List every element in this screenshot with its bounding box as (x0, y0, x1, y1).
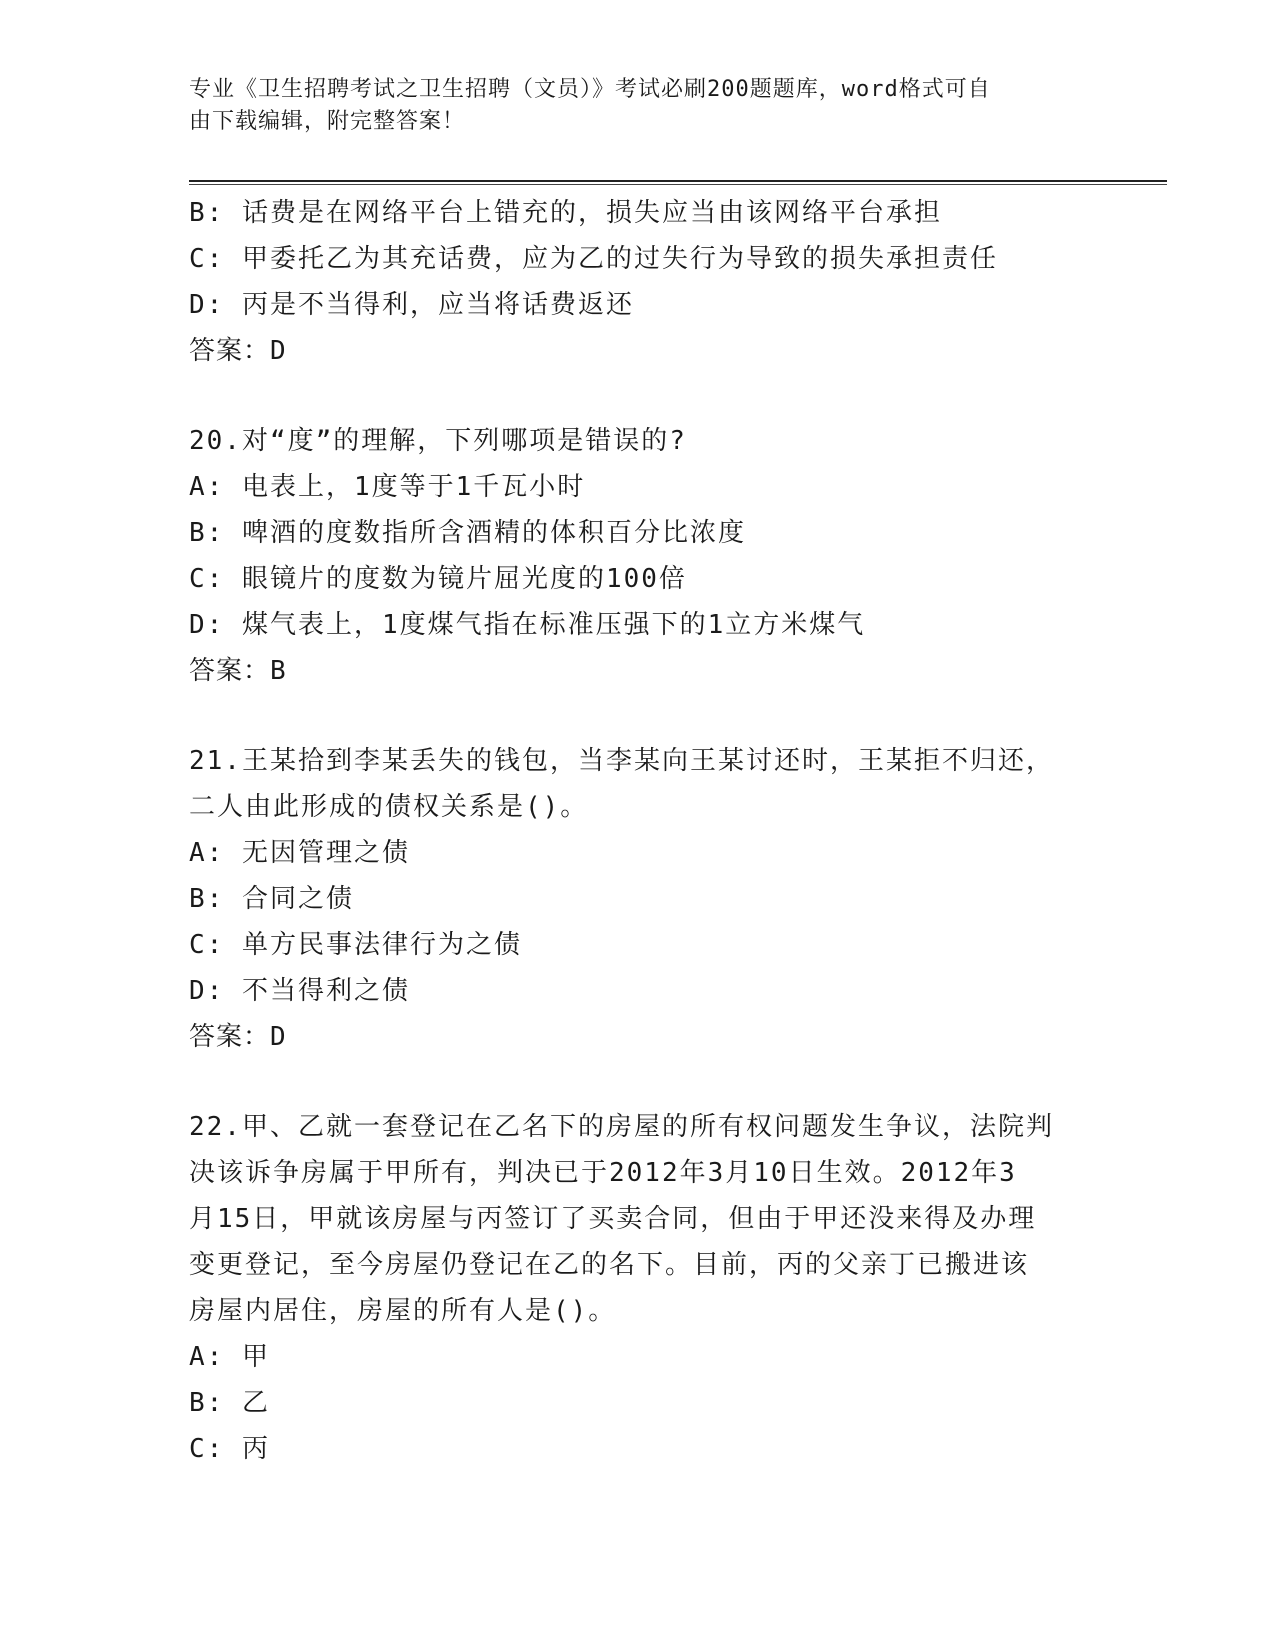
option-a: A: 甲 (189, 1342, 270, 1372)
option-c: C: 单方民事法律行为之债 (189, 930, 522, 960)
header-divider-thick (189, 180, 1167, 182)
header-line-1: 专业《卫生招聘考试之卫生招聘（文员）》考试必刷200题题库，word格式可自 (189, 77, 991, 102)
question-stem-line: 月15日，甲就该房屋与丙签订了买卖合同，但由于甲还没来得及办理 (189, 1204, 1037, 1234)
question-stem-line: 22.甲、乙就一套登记在乙名下的房屋的所有权问题发生争议，法院判 (189, 1112, 1054, 1142)
answer: 答案：D (189, 336, 287, 366)
header-line-2: 由下载编辑，附完整答案！ (189, 109, 466, 134)
option-c: C: 甲委托乙为其充话费，应为乙的过失行为导致的损失承担责任 (189, 244, 998, 274)
question-stem: 20.对“度”的理解，下列哪项是错误的? (189, 426, 687, 456)
question-stem-line: 21.王某拾到李某丢失的钱包，当李某向王某讨还时，王某拒不归还， (189, 746, 1054, 776)
question-list (189, 190, 1089, 1472)
answer: 答案：B (189, 656, 287, 686)
spacer (189, 374, 1089, 418)
option-b: B: 合同之债 (189, 884, 354, 914)
question-22 (189, 1104, 1089, 1472)
question-stem-line: 决该诉争房属于甲所有，判决已于2012年3月10日生效。2012年3 (189, 1158, 1017, 1188)
question-20 (189, 418, 1089, 694)
spacer (189, 1060, 1089, 1104)
option-d: D: 不当得利之债 (189, 976, 410, 1006)
option-b: B: 啤酒的度数指所含酒精的体积百分比浓度 (189, 518, 746, 548)
option-c: C: 眼镜片的度数为镜片屈光度的100倍 (189, 564, 687, 594)
spacer (189, 694, 1089, 738)
question-21 (189, 738, 1089, 1060)
question-stem-line: 二人由此形成的债权关系是()。 (189, 792, 589, 822)
option-b: B: 话费是在网络平台上错充的，损失应当由该网络平台承担 (189, 198, 942, 228)
option-d: D: 丙是不当得利，应当将话费返还 (189, 290, 634, 320)
option-b: B: 乙 (189, 1388, 270, 1418)
header-divider-thin (189, 184, 1167, 185)
question-stem-line: 房屋内居住，房屋的所有人是()。 (189, 1296, 617, 1326)
answer: 答案：D (189, 1022, 287, 1052)
document-header (189, 74, 1089, 138)
option-c: C: 丙 (189, 1434, 270, 1464)
option-d: D: 煤气表上，1度煤气指在标准压强下的1立方米煤气 (189, 610, 866, 640)
question-19 (189, 190, 1089, 374)
option-a: A: 电表上，1度等于1千瓦小时 (189, 472, 586, 502)
question-stem-line: 变更登记，至今房屋仍登记在乙的名下。目前，丙的父亲丁已搬进该 (189, 1250, 1030, 1280)
option-a: A: 无因管理之债 (189, 838, 410, 868)
